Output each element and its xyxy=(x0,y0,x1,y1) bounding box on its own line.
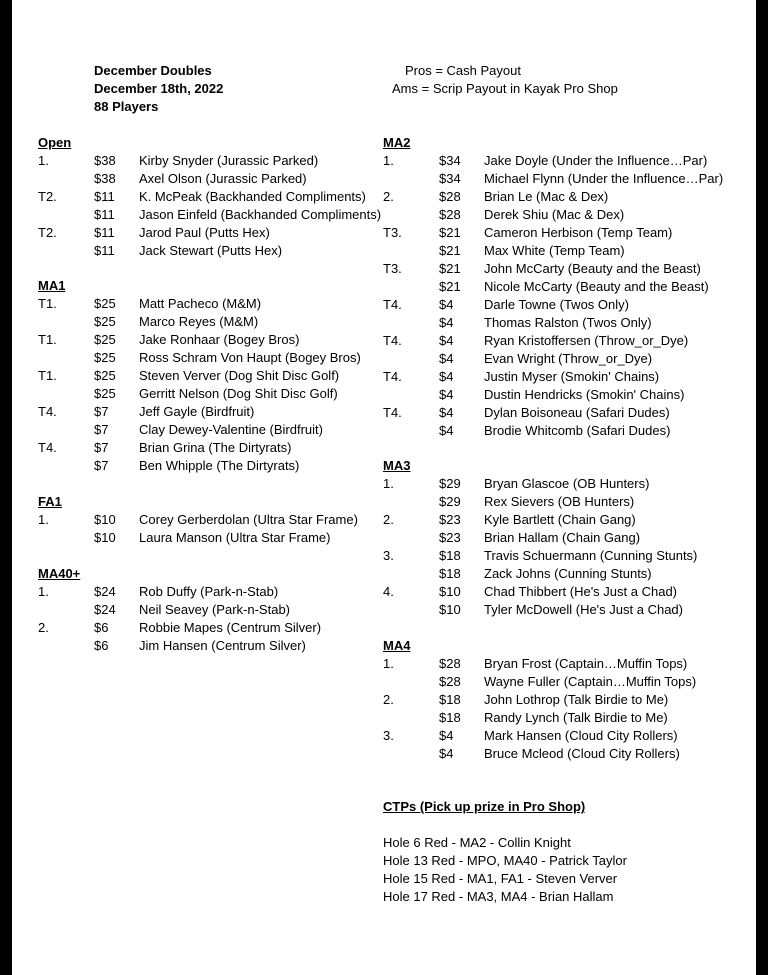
result-row xyxy=(38,242,398,260)
payout-amount: $24 xyxy=(94,602,116,617)
place: T3. xyxy=(383,261,402,276)
player-name: Bruce Mcleod (Cloud City Rollers) xyxy=(484,746,680,761)
division-heading: MA1 xyxy=(38,278,66,293)
result-row xyxy=(383,709,743,727)
payout-amount: $25 xyxy=(94,368,116,383)
ctp-item: Hole 15 Red - MA1, FA1 - Steven Verver xyxy=(383,871,618,886)
player-name: Dylan Boisoneau (Safari Dudes) xyxy=(484,405,670,420)
payout-amount: $21 xyxy=(439,279,461,294)
player-name: Tyler McDowell (He's Just a Chad) xyxy=(484,602,683,617)
player-name: Darle Towne (Twos Only) xyxy=(484,297,629,312)
place: 1. xyxy=(38,584,49,599)
player-name: Kirby Snyder (Jurassic Parked) xyxy=(139,153,319,168)
player-name: Travis Schuermann (Cunning Stunts) xyxy=(484,548,698,563)
player-name: Jake Doyle (Under the Influence…Par) xyxy=(484,153,708,168)
payout-amount: $4 xyxy=(439,405,454,420)
result-row xyxy=(383,386,743,404)
result-row xyxy=(38,457,398,475)
payout-amount: $38 xyxy=(94,153,116,168)
payout-amount: $25 xyxy=(94,296,116,311)
division-heading: MA3 xyxy=(383,458,411,473)
result-row xyxy=(38,601,398,619)
player-name: Zack Johns (Cunning Stunts) xyxy=(484,566,652,581)
result-row xyxy=(38,439,398,457)
result-row xyxy=(38,349,398,367)
payout-amount: $21 xyxy=(439,261,461,276)
place: 1. xyxy=(383,153,394,168)
player-name: Steven Verver (Dog Shit Disc Golf) xyxy=(139,368,340,383)
result-row xyxy=(383,242,743,260)
place: 2. xyxy=(383,189,394,204)
result-row xyxy=(38,295,398,313)
place: T4. xyxy=(383,369,402,384)
result-row xyxy=(383,368,743,386)
place: 3. xyxy=(383,728,394,743)
payout-amount: $4 xyxy=(439,423,454,438)
result-row xyxy=(383,475,743,493)
player-name: Max White (Temp Team) xyxy=(484,243,625,258)
player-name: Neil Seavey (Park-n-Stab) xyxy=(139,602,290,617)
payout-amount: $11 xyxy=(94,225,115,240)
payout-amount: $25 xyxy=(94,350,116,365)
payout-amount: $25 xyxy=(94,314,116,329)
result-row xyxy=(383,601,743,619)
player-name: Rex Sievers (OB Hunters) xyxy=(484,494,635,509)
result-row xyxy=(38,331,398,349)
player-name: Dustin Hendricks (Smokin' Chains) xyxy=(484,387,685,402)
place: T1. xyxy=(38,296,57,311)
payout-amount: $23 xyxy=(439,512,461,527)
player-name: Derek Shiu (Mac & Dex) xyxy=(484,207,625,222)
player-name: K. McPeak (Backhanded Compliments) xyxy=(139,189,366,204)
result-row xyxy=(383,547,743,565)
payout-amount: $34 xyxy=(439,153,461,168)
ctp-item: Hole 17 Red - MA3, MA4 - Brian Hallam xyxy=(383,889,614,904)
player-name: Bryan Glascoe (OB Hunters) xyxy=(484,476,650,491)
player-name: Nicole McCarty (Beauty and the Beast) xyxy=(484,279,709,294)
payout-amount: $25 xyxy=(94,386,116,401)
division-heading: MA2 xyxy=(383,135,411,150)
place: 2. xyxy=(383,512,394,527)
place: T4. xyxy=(383,405,402,420)
player-name: Ross Schram Von Haupt (Bogey Bros) xyxy=(139,350,361,365)
ctp-title: CTPs (Pick up prize in Pro Shop) xyxy=(383,799,586,814)
place: T3. xyxy=(383,225,402,240)
player-name: Randy Lynch (Talk Birdie to Me) xyxy=(484,710,668,725)
payout-amount: $10 xyxy=(439,602,461,617)
player-name: Mark Hansen (Cloud City Rollers) xyxy=(484,728,678,743)
result-row xyxy=(383,493,743,511)
event-date: December 18th, 2022 xyxy=(94,81,224,96)
player-name: Rob Duffy (Park-n-Stab) xyxy=(139,584,279,599)
payout-amount: $23 xyxy=(439,530,461,545)
division-heading: MA4 xyxy=(383,638,411,653)
player-name: Bryan Frost (Captain…Muffin Tops) xyxy=(484,656,688,671)
result-row xyxy=(38,619,398,637)
result-row xyxy=(383,260,743,278)
place: T4. xyxy=(383,333,402,348)
payout-amount: $28 xyxy=(439,207,461,222)
payout-amount: $7 xyxy=(94,440,109,455)
place: T4. xyxy=(383,297,402,312)
result-row xyxy=(38,152,398,170)
place: 3. xyxy=(383,548,394,563)
result-row xyxy=(383,691,743,709)
player-name: John Lothrop (Talk Birdie to Me) xyxy=(484,692,669,707)
result-row xyxy=(383,655,743,673)
payout-amount: $4 xyxy=(439,351,454,366)
ctp-item: Hole 6 Red - MA2 - Collin Knight xyxy=(383,835,571,850)
event-title: December Doubles xyxy=(94,63,212,78)
place: T2. xyxy=(38,225,57,240)
payout-amount: $10 xyxy=(94,530,116,545)
player-name: Jeff Gayle (Birdfruit) xyxy=(139,404,255,419)
payout-amount: $6 xyxy=(94,620,109,635)
payout-amount: $7 xyxy=(94,458,109,473)
place: T4. xyxy=(38,440,57,455)
division-heading: FA1 xyxy=(38,494,62,509)
player-name: Axel Olson (Jurassic Parked) xyxy=(139,171,307,186)
result-row xyxy=(38,583,398,601)
player-name: Jim Hansen (Centrum Silver) xyxy=(139,638,306,653)
result-row xyxy=(38,511,398,529)
result-row xyxy=(38,170,398,188)
player-name: Kyle Bartlett (Chain Gang) xyxy=(484,512,636,527)
player-name: Thomas Ralston (Twos Only) xyxy=(484,315,652,330)
result-row xyxy=(38,188,398,206)
player-name: Laura Manson (Ultra Star Frame) xyxy=(139,530,331,545)
payout-amount: $21 xyxy=(439,243,461,258)
result-row xyxy=(383,727,743,745)
result-row xyxy=(38,421,398,439)
result-row xyxy=(38,313,398,331)
payout-amount: $21 xyxy=(439,225,461,240)
player-name: Chad Thibbert (He's Just a Chad) xyxy=(484,584,678,599)
result-row xyxy=(383,673,743,691)
place: T1. xyxy=(38,368,57,383)
player-name: Brian Le (Mac & Dex) xyxy=(484,189,609,204)
ctp-item: Hole 13 Red - MPO, MA40 - Patrick Taylor xyxy=(383,853,627,868)
payout-amount: $4 xyxy=(439,728,454,743)
payout-amount: $18 xyxy=(439,710,461,725)
result-row xyxy=(383,170,743,188)
player-name: Ben Whipple (The Dirtyrats) xyxy=(139,458,300,473)
result-row xyxy=(383,529,743,547)
result-row xyxy=(38,403,398,421)
payout-amount: $25 xyxy=(94,332,116,347)
payout-amount: $18 xyxy=(439,692,461,707)
place: 2. xyxy=(383,692,394,707)
result-row xyxy=(383,188,743,206)
place: T1. xyxy=(38,332,57,347)
place: T4. xyxy=(38,404,57,419)
place: 4. xyxy=(383,584,394,599)
pros-note: Pros = Cash Payout xyxy=(405,63,521,78)
payout-amount: $24 xyxy=(94,584,116,599)
payout-amount: $38 xyxy=(94,171,116,186)
payout-amount: $11 xyxy=(94,243,115,258)
player-name: Wayne Fuller (Captain…Muffin Tops) xyxy=(484,674,697,689)
result-row xyxy=(383,278,743,296)
result-row xyxy=(383,314,743,332)
result-row xyxy=(383,583,743,601)
payout-amount: $28 xyxy=(439,189,461,204)
result-row xyxy=(383,422,743,440)
division-heading: MA40+ xyxy=(38,566,81,581)
result-row xyxy=(383,745,743,763)
player-name: Justin Myser (Smokin' Chains) xyxy=(484,369,660,384)
player-name: Brian Hallam (Chain Gang) xyxy=(484,530,641,545)
payout-amount: $7 xyxy=(94,422,109,437)
result-row xyxy=(383,511,743,529)
player-name: Ryan Kristoffersen (Throw_or_Dye) xyxy=(484,333,689,348)
result-row xyxy=(383,224,743,242)
payout-amount: $10 xyxy=(439,584,461,599)
payout-amount: $4 xyxy=(439,297,454,312)
player-name: Gerritt Nelson (Dog Shit Disc Golf) xyxy=(139,386,338,401)
payout-amount: $11 xyxy=(94,207,115,222)
result-row xyxy=(383,404,743,422)
player-name: John McCarty (Beauty and the Beast) xyxy=(484,261,701,276)
payout-amount: $7 xyxy=(94,404,109,419)
player-name: Jarod Paul (Putts Hex) xyxy=(139,225,270,240)
result-row xyxy=(38,206,398,224)
payout-amount: $4 xyxy=(439,315,454,330)
payout-amount: $4 xyxy=(439,369,454,384)
player-name: Jake Ronhaar (Bogey Bros) xyxy=(139,332,300,347)
document-page xyxy=(12,0,756,975)
player-name: Jason Einfeld (Backhanded Compliments) xyxy=(139,207,382,222)
result-row xyxy=(38,529,398,547)
player-name: Michael Flynn (Under the Influence…Par) xyxy=(484,171,724,186)
result-row xyxy=(38,224,398,242)
payout-amount: $29 xyxy=(439,476,461,491)
place: 1. xyxy=(383,476,394,491)
place: 1. xyxy=(38,153,49,168)
player-name: Clay Dewey-Valentine (Birdfruit) xyxy=(139,422,323,437)
result-row xyxy=(38,637,398,655)
place: 1. xyxy=(38,512,49,527)
payout-amount: $11 xyxy=(94,189,115,204)
payout-amount: $10 xyxy=(94,512,116,527)
player-name: Robbie Mapes (Centrum Silver) xyxy=(139,620,322,635)
payout-amount: $34 xyxy=(439,171,461,186)
result-row xyxy=(383,332,743,350)
payout-amount: $18 xyxy=(439,566,461,581)
payout-amount: $28 xyxy=(439,674,461,689)
player-name: Brian Grina (The Dirtyrats) xyxy=(139,440,292,455)
result-row xyxy=(383,296,743,314)
payout-amount: $4 xyxy=(439,333,454,348)
place: T2. xyxy=(38,189,57,204)
ams-note: Ams = Scrip Payout in Kayak Pro Shop xyxy=(392,81,618,96)
division-heading: Open xyxy=(38,135,72,150)
player-name: Marco Reyes (M&M) xyxy=(139,314,259,329)
payout-amount: $29 xyxy=(439,494,461,509)
player-name: Brodie Whitcomb (Safari Dudes) xyxy=(484,423,671,438)
payout-amount: $4 xyxy=(439,746,454,761)
payout-amount: $18 xyxy=(439,548,461,563)
result-row xyxy=(38,367,398,385)
player-name: Cameron Herbison (Temp Team) xyxy=(484,225,673,240)
result-row xyxy=(383,565,743,583)
result-row xyxy=(383,206,743,224)
payout-amount: $4 xyxy=(439,387,454,402)
player-name: Matt Pacheco (M&M) xyxy=(139,296,262,311)
player-count: 88 Players xyxy=(94,99,159,114)
payout-amount: $28 xyxy=(439,656,461,671)
place: 2. xyxy=(38,620,49,635)
player-name: Jack Stewart (Putts Hex) xyxy=(139,243,283,258)
result-row xyxy=(383,152,743,170)
result-row xyxy=(383,350,743,368)
place: 1. xyxy=(383,656,394,671)
player-name: Corey Gerberdolan (Ultra Star Frame) xyxy=(139,512,358,527)
result-row xyxy=(38,385,398,403)
player-name: Evan Wright (Throw_or_Dye) xyxy=(484,351,653,366)
payout-amount: $6 xyxy=(94,638,109,653)
